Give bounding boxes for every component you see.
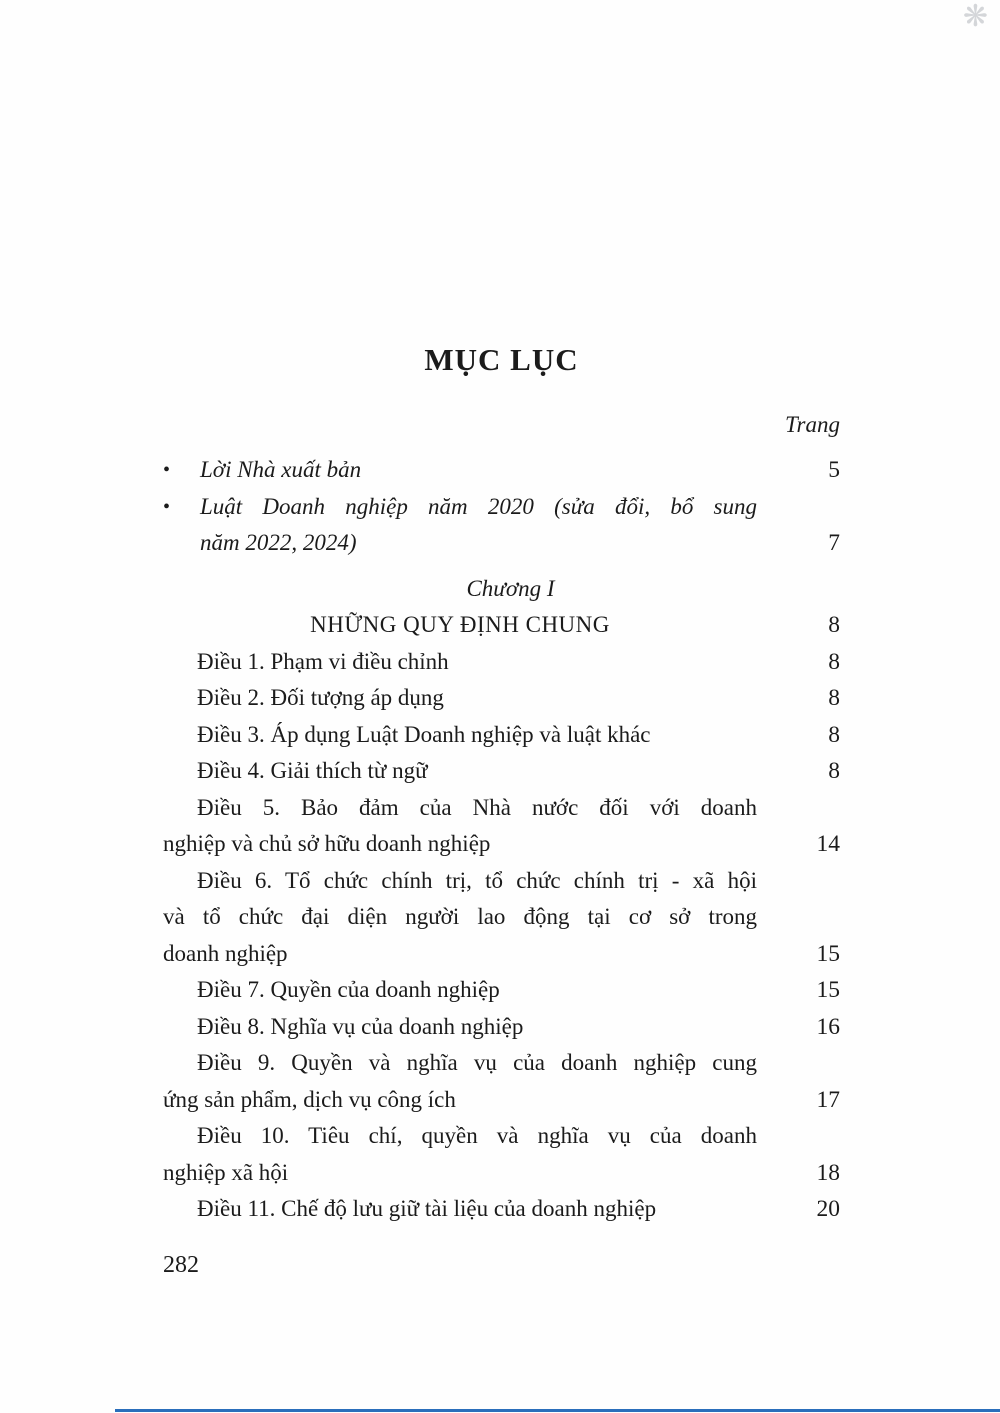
toc-entry-text: doanh nghiệp <box>163 940 288 966</box>
flower-icon: ❋ <box>962 0 988 33</box>
toc-entry-text: năm 2022, 2024) <box>200 530 357 555</box>
toc-entry-page: 20 <box>816 1196 840 1222</box>
toc-entry-text: Điều 6. Tổ chức chính trị, tổ chức chính trị - xã hội <box>197 867 757 893</box>
bottom-blue-rule <box>115 1409 1000 1412</box>
toc-entry-page: 5 <box>828 457 840 483</box>
book-page-number: 282 <box>163 1252 199 1278</box>
toc-entry-page: 8 <box>828 721 840 748</box>
toc-entry-loi-nha-xuat-ban <box>163 452 840 489</box>
toc-entry-text: và tổ chức đại diện người lao động tại cơ sở trong <box>163 904 757 929</box>
toc-entry-text: Điều 5. Bảo đảm của Nhà nước đối với doanh <box>197 794 757 820</box>
toc-entry-luat-doanh-nghiep <box>163 489 840 562</box>
toc-entry-page: 8 <box>828 685 840 711</box>
toc-entry-text: Điều 10. Tiêu chí, quyền và nghĩa vụ của doanh <box>197 1123 757 1148</box>
toc-entry-page: 15 <box>816 977 840 1003</box>
toc-entry-dieu-5 <box>163 790 840 863</box>
toc-entry-text: Điều 9. Quyền và nghĩa vụ của doanh nghiệp cung <box>197 1050 757 1075</box>
toc-entry-dieu-1 <box>163 644 840 681</box>
chapter-title-row <box>163 607 840 644</box>
bullet-icon: • <box>163 459 171 481</box>
toc-entry-dieu-6 <box>163 863 840 973</box>
toc-entry-page: 16 <box>816 1013 840 1040</box>
toc-entry-text: Điều 2. Đối tượng áp dụng <box>197 685 444 710</box>
chapter-label: Chương I <box>466 575 555 601</box>
toc-entry-dieu-8 <box>163 1009 840 1046</box>
chapter-page: 8 <box>828 612 840 638</box>
toc-entry-page: 7 <box>828 530 840 556</box>
toc-entry-text: Điều 11. Chế độ lưu giữ tài liệu của doanh nghiệp <box>197 1196 657 1221</box>
toc-entry-text: Điều 8. Nghĩa vụ của doanh nghiệp <box>197 1013 524 1039</box>
toc-entry-dieu-9 <box>163 1045 840 1118</box>
toc-entry-text: nghiệp xã hội <box>163 1159 289 1185</box>
toc-entry-page: 8 <box>828 648 840 675</box>
bullet-icon: • <box>163 495 171 518</box>
toc-content <box>163 340 840 1228</box>
toc-entry-page: 17 <box>816 1086 840 1113</box>
toc-entry-dieu-4 <box>163 753 840 790</box>
toc-entry-text: ứng sản phẩm, dịch vụ công ích <box>163 1086 456 1112</box>
toc-entry-text: Điều 3. Áp dụng Luật Doanh nghiệp và luật khác <box>197 721 651 747</box>
toc-entry-dieu-7 <box>163 972 840 1009</box>
toc-entry-dieu-11 <box>163 1191 840 1228</box>
page-column-header: Trang <box>785 412 840 437</box>
toc-entry-text: Điều 4. Giải thích từ ngữ <box>197 758 428 783</box>
page-title: MỤC LỤC <box>424 342 579 377</box>
toc-entry-dieu-10 <box>163 1118 840 1191</box>
toc-entry-page: 15 <box>816 940 840 967</box>
chapter-title: NHỮNG QUY ĐỊNH CHUNG <box>310 612 610 637</box>
toc-entry-page: 14 <box>816 831 840 857</box>
toc-entry-text: Điều 7. Quyền của doanh nghiệp <box>197 977 500 1002</box>
toc-entry-text: Lời Nhà xuất bản <box>200 457 362 482</box>
toc-entry-dieu-2 <box>163 680 840 717</box>
toc-entry-text: Điều 1. Phạm vi điều chỉnh <box>197 648 449 674</box>
toc-entry-dieu-3 <box>163 717 840 754</box>
toc-entry-page: 18 <box>816 1159 840 1186</box>
toc-entry-text: nghiệp và chủ sở hữu doanh nghiệp <box>163 831 491 856</box>
toc-entry-text: Luật Doanh nghiệp năm 2020 (sửa đổi, bổ sung <box>200 493 757 519</box>
table-of-contents <box>163 452 840 1228</box>
toc-entry-page: 8 <box>828 758 840 784</box>
